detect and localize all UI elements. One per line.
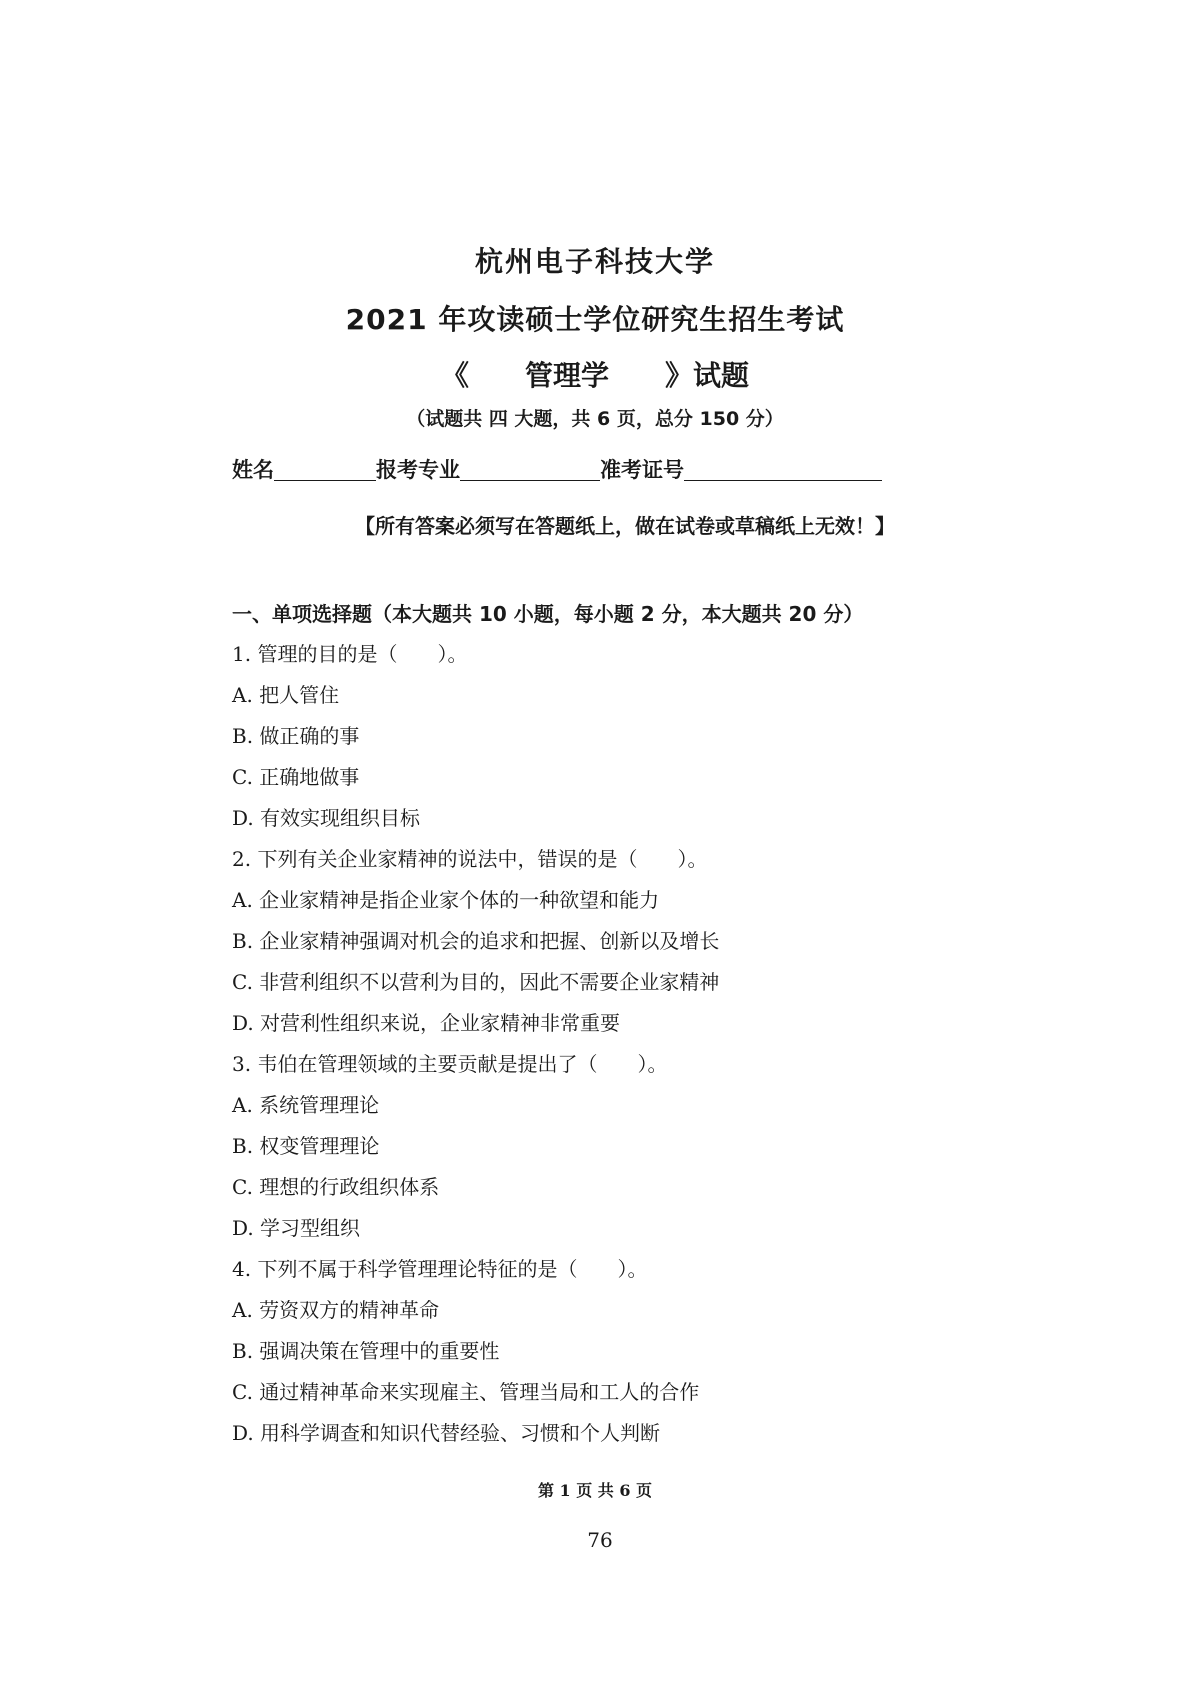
option-line: A. 企业家精神是指企业家个体的一种欲望和能力 <box>232 888 660 912</box>
answer-notice: 【所有答案必须写在答题纸上，做在试卷或草稿纸上无效！】 <box>355 514 895 538</box>
question-line: 3. 韦伯在管理领域的主要贡献是提出了（ ）。 <box>232 1052 668 1076</box>
option-line: D. 对营利性组织来说，企业家精神非常重要 <box>232 1011 621 1035</box>
name-label: 姓名 <box>232 458 274 482</box>
page-number: 76 <box>587 1528 613 1552</box>
page-footer: 第 1 页 共 6 页 <box>537 1481 653 1500</box>
option-line: B. 权变管理理论 <box>232 1134 380 1158</box>
major-label: 报考专业 <box>376 458 460 482</box>
major-blank <box>460 458 600 481</box>
option-line: C. 非营利组织不以营利为目的，因此不需要企业家精神 <box>232 970 720 994</box>
option-line: B. 强调决策在管理中的重要性 <box>232 1339 500 1363</box>
candidate-info <box>232 454 882 484</box>
option-line: D. 用科学调查和知识代替经验、习惯和个人判断 <box>232 1421 661 1445</box>
option-line: C. 理想的行政组织体系 <box>232 1175 440 1199</box>
option-line: A. 劳资双方的精神革命 <box>232 1298 440 1322</box>
subject-name: 管理学 <box>524 359 609 392</box>
exam-summary: （试题共 四 大题，共 6 页，总分 150 分） <box>406 408 784 430</box>
subject-open-bracket: 《 <box>440 359 469 392</box>
option-line: D. 学习型组织 <box>232 1216 361 1240</box>
ticket-label: 准考证号 <box>600 458 684 482</box>
option-line: D. 有效实现组织目标 <box>232 806 421 830</box>
option-line: A. 把人管住 <box>232 683 340 707</box>
option-line: B. 做正确的事 <box>232 724 360 748</box>
option-line: C. 正确地做事 <box>232 765 360 789</box>
name-blank <box>274 458 376 481</box>
section-title: 一、单项选择题（本大题共 10 小题，每小题 2 分，本大题共 20 分） <box>232 602 864 626</box>
subject-title <box>0 354 1190 394</box>
option-line: A. 系统管理理论 <box>232 1093 380 1117</box>
exam-title: 2021 年攻读硕士学位研究生招生考试 <box>345 303 845 336</box>
university-name: 杭州电子科技大学 <box>474 245 715 278</box>
option-line: C. 通过精神革命来实现雇主、管理当局和工人的合作 <box>232 1380 700 1404</box>
option-line: B. 企业家精神强调对机会的追求和把握、创新以及增长 <box>232 929 720 953</box>
question-line: 1. 管理的目的是（ ）。 <box>232 642 468 666</box>
question-line: 2. 下列有关企业家精神的说法中，错误的是（ ）。 <box>232 847 708 871</box>
question-line: 4. 下列不属于科学管理理论特征的是（ ）。 <box>232 1257 648 1281</box>
ticket-blank <box>684 458 882 481</box>
subject-close-bracket: 》试题 <box>665 359 750 392</box>
